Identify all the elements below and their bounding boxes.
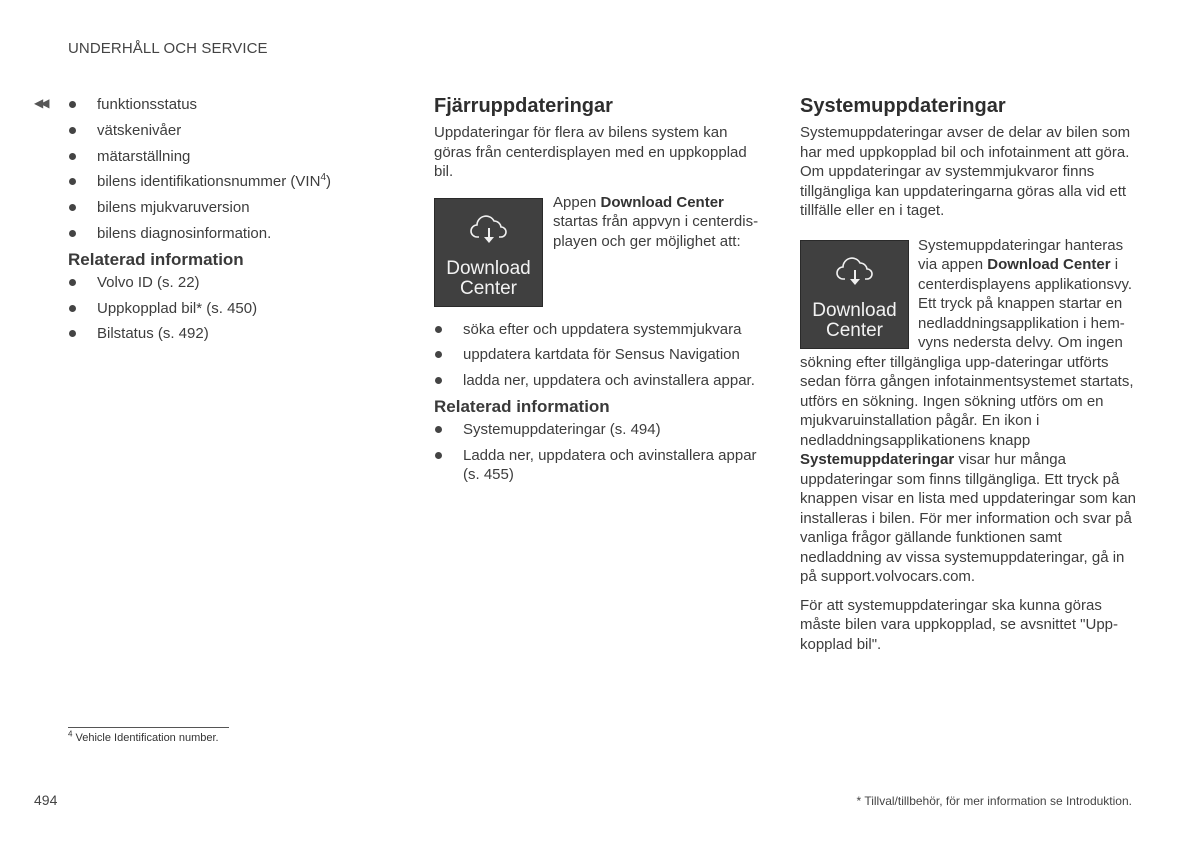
- related-link[interactable]: Uppkopplad bil* (s. 450): [68, 299, 378, 319]
- list-item: funktionsstatus: [68, 95, 378, 115]
- status-list: [68, 95, 378, 243]
- previous-page-arrows-icon[interactable]: ◀◀: [34, 96, 47, 110]
- vin-text: bilens identifikationsnummer (VIN: [97, 173, 321, 191]
- related-link[interactable]: Ladda ner, uppdatera och avinstallera appar (s. 455): [434, 446, 764, 485]
- page-header: UNDERHÅLL OCH SERVICE: [68, 40, 268, 57]
- footnote-divider: [68, 727, 229, 728]
- list-item: mätarställning: [68, 147, 378, 167]
- button-name: Systemuppdateringar: [800, 451, 955, 468]
- list-item: bilens mjukvaruversion: [68, 198, 378, 218]
- related-link[interactable]: Bilstatus (s. 492): [68, 324, 378, 344]
- section-title: Systemuppdateringar: [800, 95, 1006, 117]
- related-link[interactable]: Systemuppdateringar (s. 494): [434, 420, 764, 440]
- list-item: [68, 172, 378, 192]
- feature-list: [434, 320, 764, 391]
- download-center-tile[interactable]: [434, 198, 543, 307]
- related-info-heading: Relaterad information: [68, 249, 244, 269]
- tile-label: Download Center: [812, 299, 897, 341]
- right-column: [800, 94, 1140, 654]
- list-item: uppdatera kartdata för Sensus Navigation: [434, 345, 764, 365]
- related-link[interactable]: Volvo ID (s. 22): [68, 273, 378, 293]
- app-name: Download Center: [987, 256, 1111, 273]
- intro-paragraph: Systemuppdateringar avser de delar av bilen som har med uppkopplad bil och infotainment att göra. Om uppdateringar av systemmjukvaror finns tillgängliga kan uppdateringarna göras alla vid ett tillfälle eller en i taget.: [800, 124, 1131, 219]
- related-info-heading: Relaterad information: [434, 396, 610, 416]
- app-description: Appen Download Center startas från appvyn i centerdis-playen och ger möjlighet att:: [553, 193, 759, 250]
- download-center-tile[interactable]: [800, 240, 909, 349]
- body-paragraph: För att systemuppdateringar ska kunna göras måste bilen vara uppkopplad, se avsnittet "Upp-kopplad bil".: [800, 596, 1119, 653]
- section-title: Fjärruppdateringar: [434, 95, 613, 117]
- related-links: [68, 273, 378, 344]
- footnote: $^4$ Vehicle Identification number.: [68, 729, 219, 744]
- page-number: 494: [34, 792, 58, 808]
- list-item: ladda ner, uppdatera och avinstallera appar.: [434, 371, 764, 391]
- vin-close: ): [326, 173, 331, 191]
- footer-note: * Tillval/tillbehör, för mer information se Introduktion.: [856, 794, 1132, 808]
- tile-label: Download Center: [446, 257, 531, 299]
- list-item: vätskenivåer: [68, 121, 378, 141]
- body-paragraph: Systemuppdateringar hanteras via appen Download Center i centerdisplayens applikationsvy. Ett tryck på knappen startar en nedladdningsapplikation i hem-vyns nedersta delvy. Om ingen sökning efter tillgängliga upp-dateringar utförts sedan förra gången infotainmentsystemet startats, utförs en sökning. Ingen sökning utförs om en mjukvaruinstallation pågår. En ikon i nedladdningsapplikationens knapp Systemuppdateringar visar hur många uppdateringar som finns tillgängliga. Ett tryck på knappen visar en lista med uppdateringar som kan installeras i bilen. För mer information och svar på vanliga frågor gällande funktionen samt nedladdning av vissa systemuppdateringar, gå in på support.volvocars.com.: [800, 236, 1137, 585]
- list-item: söka efter och uppdatera systemmjukvara: [434, 320, 764, 340]
- intro-paragraph: Uppdateringar för flera av bilens system kan göras från centerdisplayen med en uppkopplad bil.: [434, 124, 747, 180]
- footnote-ref[interactable]: 4: [320, 172, 326, 184]
- app-name: Download Center: [600, 193, 724, 211]
- list-item: bilens diagnosinformation.: [68, 224, 378, 244]
- cloud-download-icon: [469, 213, 509, 249]
- left-column: [68, 95, 378, 350]
- related-links: [434, 420, 764, 485]
- middle-column: [434, 94, 764, 491]
- cloud-download-icon: [835, 255, 875, 291]
